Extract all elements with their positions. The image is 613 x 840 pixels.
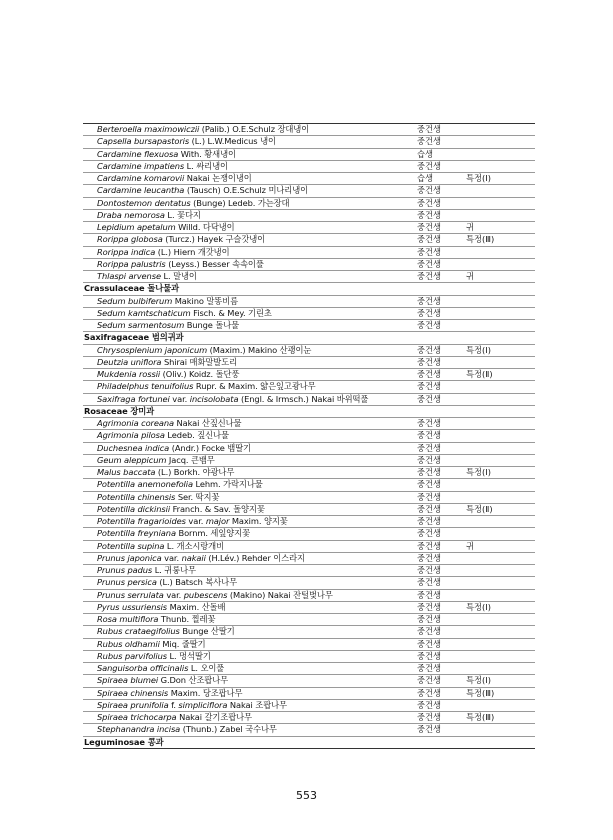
scientific-name-italic: Saxifraga fortunei bbox=[97, 393, 170, 404]
name-text: Rosaceae 장미과 bbox=[84, 405, 155, 416]
taxon-name bbox=[84, 737, 164, 749]
name-text: (Makino) Nakai 잔털벚나무 bbox=[227, 589, 333, 600]
taxon-name bbox=[97, 639, 206, 651]
scientific-name-italic: Potentilla fragarioides bbox=[97, 516, 186, 526]
name-text: (H.Lév.) Rehder 이스라지 bbox=[205, 552, 305, 563]
scientific-name-italic: Agrimonia coreana bbox=[97, 418, 174, 428]
table-row bbox=[83, 479, 535, 491]
habitat-cell: 중건생 bbox=[417, 209, 442, 220]
scientific-name-italic: major bbox=[205, 516, 230, 526]
scientific-name-italic: Duchesnea indica bbox=[97, 442, 170, 453]
table-row bbox=[83, 577, 535, 589]
name-text: var. bbox=[169, 393, 190, 404]
scientific-name-italic: Sanguisorba officinalis bbox=[97, 663, 189, 673]
name-text: Franch. & Sav. 돌양지꽃 bbox=[170, 503, 265, 514]
name-text: Ser. 딱지꽃 bbox=[175, 491, 220, 502]
taxon-name bbox=[97, 198, 289, 210]
taxon-name bbox=[97, 479, 263, 491]
taxon-name bbox=[97, 161, 228, 173]
note-cell: 귀 bbox=[466, 540, 475, 551]
table-row bbox=[83, 602, 535, 614]
taxon-name bbox=[97, 565, 196, 577]
scientific-name-italic: Pyrus ussuriensis bbox=[97, 601, 168, 612]
name-text: With. 황새냉이 bbox=[178, 148, 236, 159]
habitat-cell: 중건생 bbox=[417, 663, 442, 673]
family-header-row bbox=[83, 283, 535, 295]
scientific-name-italic: Capsella bursapastoris bbox=[97, 136, 190, 147]
table-row bbox=[83, 234, 535, 246]
table-row bbox=[83, 247, 535, 259]
habitat-cell: 중건생 bbox=[417, 565, 442, 575]
taxon-name bbox=[97, 430, 229, 442]
table-row bbox=[83, 161, 535, 173]
scientific-name-italic: Rubus oldhamii bbox=[97, 638, 160, 649]
habitat-cell: 중건생 bbox=[417, 418, 442, 428]
scientific-name-italic: Spiraea chinensis bbox=[97, 687, 169, 698]
taxon-name bbox=[97, 516, 288, 528]
scientific-name-italic: Rorippa indica bbox=[97, 246, 156, 257]
name-text: var. bbox=[161, 552, 182, 563]
table-row bbox=[83, 296, 535, 308]
table-row bbox=[83, 688, 535, 700]
scientific-name-italic: Prunus padus bbox=[97, 565, 153, 575]
taxon-name bbox=[97, 210, 201, 222]
scientific-name-italic: Deutzia uniflora bbox=[97, 356, 162, 367]
note-cell: 특정(Ⅲ) bbox=[466, 712, 495, 722]
habitat-cell: 중건생 bbox=[417, 136, 442, 147]
note-cell: 특정(Ⅲ) bbox=[466, 234, 495, 245]
name-text: L. 귀룽나무 bbox=[152, 565, 196, 575]
name-text: Nakai 논쟁이냉이 bbox=[184, 173, 252, 183]
table-row bbox=[83, 565, 535, 577]
habitat-cell: 중건생 bbox=[417, 258, 442, 269]
table-row bbox=[83, 185, 535, 197]
name-text: (Tausch) O.E.Schulz 미나리냉이 bbox=[184, 185, 309, 196]
taxon-name bbox=[97, 124, 309, 136]
table-row bbox=[83, 528, 535, 540]
name-text: G.Don 산조팝나무 bbox=[158, 675, 229, 686]
scientific-name-italic: Spiraea prunifolia bbox=[97, 699, 169, 710]
habitat-cell: 중건생 bbox=[417, 528, 442, 539]
scientific-name-italic: Spiraea trichocarpa bbox=[97, 712, 177, 722]
table-row bbox=[83, 320, 535, 332]
table-row bbox=[83, 455, 535, 467]
table-row bbox=[83, 724, 535, 736]
taxon-name bbox=[97, 467, 234, 479]
scientific-name-italic: Rorippa globosa bbox=[97, 234, 163, 245]
page-number: 553 bbox=[296, 789, 317, 802]
scientific-name-italic: Sedum sarmentosum bbox=[97, 320, 185, 330]
note-cell: 특정(Ⅰ) bbox=[466, 467, 491, 477]
scientific-name-italic: Potentilla supina bbox=[97, 540, 165, 551]
name-text: var. bbox=[185, 516, 206, 526]
taxon-name bbox=[97, 553, 305, 565]
scientific-name-italic: Thlaspi arvense bbox=[97, 271, 161, 281]
name-text: Maxim. 양지꽃 bbox=[229, 516, 288, 526]
scientific-name-italic: Dontostemon dentatus bbox=[97, 197, 191, 208]
table-row bbox=[83, 357, 535, 369]
habitat-cell: 중건생 bbox=[417, 197, 442, 208]
scientific-name-italic: Cardamine leucantha bbox=[97, 185, 185, 196]
taxon-name bbox=[97, 320, 239, 332]
scientific-name-italic: Rubus crataegifolius bbox=[97, 626, 180, 637]
taxon-name bbox=[97, 626, 235, 638]
table-row bbox=[83, 553, 535, 565]
name-text: Leguminosae 콩과 bbox=[84, 736, 164, 747]
taxon-name bbox=[97, 492, 219, 504]
note-cell: 특정(Ⅰ) bbox=[466, 344, 491, 355]
taxon-name bbox=[97, 700, 287, 712]
name-text: Nakai 갈기조팝나무 bbox=[176, 712, 252, 722]
table-row bbox=[83, 541, 535, 553]
taxon-name bbox=[97, 149, 236, 161]
scientific-name-italic: Agrimonia pilosa bbox=[97, 430, 165, 441]
taxon-name bbox=[97, 688, 242, 700]
scientific-name-italic: simpliciflora bbox=[178, 699, 228, 710]
name-text: (Andr.) Focke 뱀딸기 bbox=[169, 442, 252, 453]
scientific-name-italic: Prunus persica bbox=[97, 577, 157, 588]
habitat-cell: 중건생 bbox=[417, 699, 442, 710]
table-row bbox=[83, 516, 535, 528]
habitat-cell: 중건생 bbox=[417, 271, 442, 281]
note-cell: 특정(Ⅰ) bbox=[466, 601, 491, 612]
name-text: Makino 말똥비름 bbox=[172, 295, 239, 306]
family-header-row bbox=[83, 406, 535, 418]
name-text: Ledeb. 짚신나물 bbox=[164, 430, 229, 441]
taxon-name bbox=[84, 332, 184, 344]
taxon-name bbox=[97, 504, 265, 516]
name-text: Miq. 줄딸기 bbox=[159, 638, 206, 649]
table-row bbox=[83, 308, 535, 320]
name-text: Crassulaceae 돌나물과 bbox=[84, 283, 180, 294]
table-row bbox=[83, 651, 535, 663]
table-row bbox=[83, 381, 535, 393]
name-text: (L.) Batsch 복사나무 bbox=[156, 577, 237, 588]
name-text: (Leyss.) Besser 속속이풀 bbox=[165, 258, 264, 269]
scientific-name-italic: Cardamine flexuosa bbox=[97, 148, 179, 159]
scientific-name-italic: Berteroella maximowiczii bbox=[97, 124, 200, 134]
taxon-name bbox=[97, 455, 215, 467]
habitat-cell: 중건생 bbox=[417, 430, 442, 441]
scientific-name-italic: Rubus parvifolius bbox=[97, 650, 167, 661]
name-text: Nakai 조팝나무 bbox=[227, 699, 287, 710]
scientific-name-italic: Malus baccata bbox=[97, 467, 156, 477]
taxon-name bbox=[97, 663, 224, 675]
taxon-name bbox=[97, 173, 252, 185]
name-text: L. 멍석딸기 bbox=[166, 650, 211, 661]
scientific-name-italic: Mukdenia rossii bbox=[97, 369, 161, 379]
scientific-name-italic: Draba nemorosa bbox=[97, 209, 165, 220]
name-text: Saxifragaceae 범의귀과 bbox=[84, 332, 184, 343]
scientific-name-italic: Sedum kamtschaticum bbox=[97, 307, 191, 318]
name-text: (Bunge) Ledeb. 가는장대 bbox=[190, 197, 290, 208]
note-cell: 귀 bbox=[466, 271, 475, 281]
habitat-cell: 중건생 bbox=[417, 675, 442, 686]
taxon-name bbox=[84, 406, 154, 418]
table-row bbox=[83, 675, 535, 687]
scientific-name-italic: Prunus japonica bbox=[97, 552, 162, 563]
scientific-name-italic: Rorippa palustris bbox=[97, 258, 166, 269]
family-header-row bbox=[83, 737, 535, 749]
taxon-name bbox=[97, 296, 238, 308]
habitat-cell: 중건생 bbox=[417, 381, 442, 392]
taxon-name bbox=[97, 651, 211, 663]
habitat-cell: 중건생 bbox=[417, 185, 442, 196]
habitat-cell: 중건생 bbox=[417, 724, 442, 735]
taxon-name bbox=[97, 234, 265, 246]
scientific-name-italic: Philadelphus tenuifolius bbox=[97, 381, 194, 392]
name-text: Jacq. 큰뱀무 bbox=[166, 454, 215, 465]
taxon-name bbox=[84, 283, 179, 295]
table-row bbox=[83, 712, 535, 724]
table-row bbox=[83, 394, 535, 406]
scientific-name-italic: Cardamine impatiens bbox=[97, 160, 185, 171]
table-row bbox=[83, 467, 535, 479]
table-row bbox=[83, 259, 535, 271]
habitat-cell: 중건생 bbox=[417, 614, 442, 624]
taxon-name bbox=[97, 345, 311, 357]
name-text: Shirai 매화말발도리 bbox=[161, 356, 238, 367]
scientific-name-italic: Potentilla dickinsii bbox=[97, 503, 171, 514]
taxon-name bbox=[97, 369, 239, 381]
habitat-cell: 중건생 bbox=[417, 638, 442, 649]
scientific-name-italic: Rosa multiflora bbox=[97, 614, 159, 624]
scientific-name-italic: pubescens bbox=[183, 589, 228, 600]
habitat-cell: 중건생 bbox=[417, 479, 442, 490]
habitat-cell: 중건생 bbox=[417, 124, 442, 134]
table-row bbox=[83, 504, 535, 516]
table-row bbox=[83, 369, 535, 381]
name-text: (L.) L.W.Medicus 냉이 bbox=[189, 136, 276, 147]
habitat-cell: 중건생 bbox=[417, 160, 442, 171]
name-text: L. 오이풀 bbox=[188, 663, 225, 673]
taxon-name bbox=[97, 136, 276, 148]
table-row bbox=[83, 443, 535, 455]
note-cell: 특정(Ⅰ) bbox=[466, 173, 491, 183]
habitat-cell: 중건생 bbox=[417, 356, 442, 367]
note-cell: 특정(Ⅰ) bbox=[466, 675, 491, 686]
taxon-name bbox=[97, 185, 308, 197]
name-text: f. bbox=[168, 699, 179, 710]
table-row bbox=[83, 492, 535, 504]
name-text: Thunb. 찔레꽃 bbox=[158, 614, 216, 624]
taxon-name bbox=[97, 394, 368, 406]
taxon-name bbox=[97, 222, 235, 234]
taxon-name bbox=[97, 724, 277, 736]
table-row bbox=[83, 626, 535, 638]
habitat-cell: 중건생 bbox=[417, 589, 442, 600]
habitat-cell: 중건생 bbox=[417, 687, 442, 698]
scientific-name-italic: nakaii bbox=[181, 552, 206, 563]
name-text: Maxim. 당조팝나무 bbox=[168, 687, 243, 698]
scientific-name-italic: incisolobata bbox=[189, 393, 239, 404]
note-cell: 특정(Ⅱ) bbox=[466, 503, 493, 514]
scientific-name-italic: Potentilla chinensis bbox=[97, 491, 176, 502]
name-text: (Oliv.) Koidz. 돌단풍 bbox=[160, 369, 240, 379]
table-row bbox=[83, 149, 535, 161]
table-row bbox=[83, 590, 535, 602]
taxon-name bbox=[97, 602, 225, 614]
table-row bbox=[83, 345, 535, 357]
name-text: Willd. 다닥냉이 bbox=[175, 222, 235, 232]
scientific-name-italic: Prunus serrulata bbox=[97, 589, 164, 600]
taxon-name bbox=[97, 443, 251, 455]
taxon-name bbox=[97, 712, 252, 724]
taxon-name bbox=[97, 577, 237, 589]
name-text: Bunge 산딸기 bbox=[179, 626, 235, 637]
table-row bbox=[83, 614, 535, 626]
habitat-cell: 중건생 bbox=[417, 393, 442, 404]
name-text: (Maxim.) Makino 산괭이눈 bbox=[207, 344, 312, 355]
table-row bbox=[83, 700, 535, 712]
habitat-cell: 중건생 bbox=[417, 491, 442, 502]
table-row bbox=[83, 210, 535, 222]
habitat-cell: 중건생 bbox=[417, 712, 442, 722]
habitat-cell: 중건생 bbox=[417, 626, 442, 637]
table-row bbox=[83, 198, 535, 210]
name-text: (Turcz.) Hayek 구슬갓냉이 bbox=[162, 234, 266, 245]
note-cell: 귀 bbox=[466, 222, 475, 232]
table-row bbox=[83, 173, 535, 185]
name-text: Nakai 산짚신나물 bbox=[173, 418, 242, 428]
scientific-name-italic: Potentilla anemonefolia bbox=[97, 479, 193, 490]
note-cell: 특정(Ⅲ) bbox=[466, 687, 495, 698]
taxon-name bbox=[97, 418, 241, 430]
name-text: (Palib.) O.E.Schulz 장대냉이 bbox=[199, 124, 310, 134]
name-text: (Engl. & Irmsch.) Nakai 바위떡풀 bbox=[238, 393, 369, 404]
habitat-cell: 중건생 bbox=[417, 234, 442, 245]
name-text: Bornm. 세잎양지꽃 bbox=[175, 528, 250, 539]
habitat-cell: 습생 bbox=[417, 148, 434, 159]
habitat-cell: 중건생 bbox=[417, 320, 442, 330]
habitat-cell: 중건생 bbox=[417, 516, 442, 526]
taxon-name bbox=[97, 381, 316, 393]
name-text: Maxim. 산돌배 bbox=[167, 601, 226, 612]
table-row bbox=[83, 124, 535, 136]
name-text: (L.) Hiern 개갓냉이 bbox=[155, 246, 230, 257]
scientific-name-italic: Stephanandra incisa bbox=[97, 724, 181, 735]
habitat-cell: 중건생 bbox=[417, 246, 442, 257]
name-text: var. bbox=[163, 589, 184, 600]
taxon-name bbox=[97, 675, 228, 687]
habitat-cell: 습생 bbox=[417, 173, 434, 183]
habitat-cell: 중건생 bbox=[417, 601, 442, 612]
habitat-cell: 중건생 bbox=[417, 467, 442, 477]
taxon-name bbox=[97, 357, 237, 369]
name-text: L. 싸리냉이 bbox=[184, 160, 228, 171]
habitat-cell: 중건생 bbox=[417, 442, 442, 453]
name-text: (L.) Borkh. 야광나무 bbox=[155, 467, 235, 477]
name-text: L. 개소시랑개비 bbox=[164, 540, 225, 551]
habitat-cell: 중건생 bbox=[417, 307, 442, 318]
habitat-cell: 중건생 bbox=[417, 503, 442, 514]
table-row bbox=[83, 136, 535, 148]
habitat-cell: 중건생 bbox=[417, 650, 442, 661]
taxon-name bbox=[97, 259, 264, 271]
habitat-cell: 중건생 bbox=[417, 222, 442, 232]
taxon-name bbox=[97, 590, 333, 602]
note-cell: 특정(Ⅱ) bbox=[466, 369, 493, 379]
table-row bbox=[83, 663, 535, 675]
scientific-name-italic: Lepidium apetalum bbox=[97, 222, 176, 232]
scientific-name-italic: Cardamine komarovii bbox=[97, 173, 185, 183]
table-row bbox=[83, 222, 535, 234]
name-text: Lehm. 가락지나물 bbox=[192, 479, 263, 490]
taxon-name bbox=[97, 308, 272, 320]
name-text: (Thunb.) Zabel 국수나무 bbox=[180, 724, 277, 735]
name-text: Fisch. & Mey. 기린초 bbox=[190, 307, 272, 318]
scientific-name-italic: Geum aleppicum bbox=[97, 454, 167, 465]
habitat-cell: 중건생 bbox=[417, 344, 442, 355]
habitat-cell: 중건생 bbox=[417, 577, 442, 588]
species-table bbox=[83, 123, 535, 749]
name-text: Rupr. & Maxim. 얇은잎고광나무 bbox=[193, 381, 316, 392]
taxon-name bbox=[97, 541, 224, 553]
table-row bbox=[83, 430, 535, 442]
taxon-name bbox=[97, 614, 215, 626]
taxon-name bbox=[97, 247, 229, 259]
scientific-name-italic: Spiraea blumei bbox=[97, 675, 159, 686]
table-row bbox=[83, 418, 535, 430]
habitat-cell: 중건생 bbox=[417, 540, 442, 551]
scientific-name-italic: Sedum bulbiferum bbox=[97, 295, 173, 306]
table-row bbox=[83, 639, 535, 651]
scientific-name-italic: Chrysosplenium japonicum bbox=[97, 344, 208, 355]
scientific-name-italic: Potentilla freyniana bbox=[97, 528, 176, 539]
taxon-name bbox=[97, 528, 250, 540]
taxon-name bbox=[97, 271, 197, 283]
name-text: L. 꽃다지 bbox=[164, 209, 201, 220]
habitat-cell: 중건생 bbox=[417, 552, 442, 563]
name-text: L. 말냉이 bbox=[160, 271, 197, 281]
name-text: Bunge 돌나물 bbox=[184, 320, 240, 330]
habitat-cell: 중건생 bbox=[417, 454, 442, 465]
habitat-cell: 중건생 bbox=[417, 295, 442, 306]
family-header-row bbox=[83, 332, 535, 344]
habitat-cell: 중건생 bbox=[417, 369, 442, 379]
table-row bbox=[83, 271, 535, 283]
